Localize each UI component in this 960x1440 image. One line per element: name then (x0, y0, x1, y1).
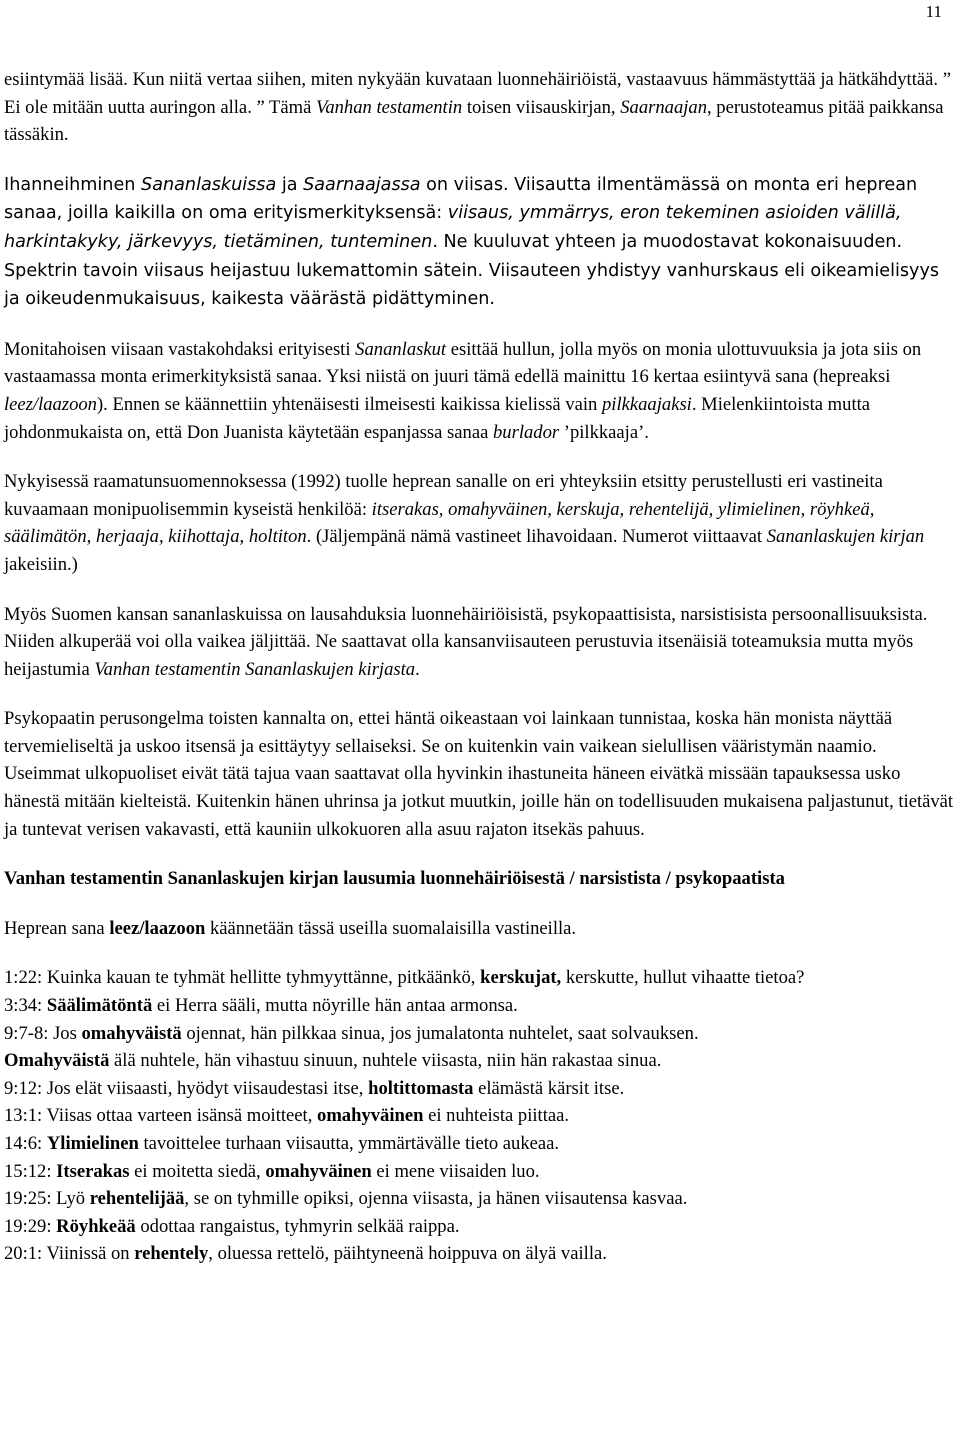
verse-line (4, 1102, 956, 1130)
text-run: 13:1: Viisas ottaa varteen isänsä moitteet, (4, 1105, 318, 1127)
verse-line (4, 1240, 956, 1268)
text-run: ei nuhteista piittaa. (423, 1105, 570, 1127)
paragraph-finnish-proverbs (4, 601, 956, 684)
text-run: , se on tyhmille opiksi, ojenna viisasta, ja hänen viisautensa kasvaa. (184, 1188, 688, 1210)
italic-text: Sananlaskuissa (141, 174, 277, 195)
text-run: . Ne kuuluvat yhteen ja muodostavat kokonaisuuden. Spektrin tavoin viisaus heijastuu lukemattomin sätein. Viisauteen yhdistyy vanhurskaus eli oikeamielisyys ja oikeudenmukaisuus, kaikesta väärästä pidättyminen. (4, 231, 940, 310)
bold-text: Säälimätöntä (46, 995, 153, 1017)
bold-text: leez/laazoon (109, 917, 206, 939)
bold-text: rehentely (134, 1243, 209, 1265)
section-heading: Vanhan testamentin Sananlaskujen kirjan lausumia luonnehäiriöisestä / narsistista / psykopaatista (4, 868, 785, 890)
paragraph-intro (4, 66, 956, 149)
text-run: . Mielenkiintoista mutta johdonmukaista on, että Don Juanista käytetään espanjassa sanaa (4, 393, 871, 443)
text-run: Heprean sana (4, 917, 110, 939)
bold-text: rehentelijää (89, 1188, 185, 1210)
text-run: kerskutte, hullut vihaatte tietoa? (561, 967, 805, 989)
italic-text: Sananlaskut (355, 338, 447, 360)
paragraph-fool (4, 336, 956, 446)
italic-text: burlador (492, 421, 560, 443)
verse-line (4, 964, 956, 992)
text-run: ojennat, hän pilkkaa sinua, jos jumalatonta nuhtelet, saat solvauksen. (181, 1022, 699, 1044)
text-run: jakeisiin.) (4, 553, 78, 575)
paragraph-translation (4, 468, 956, 578)
bold-text: omahyväinen (265, 1160, 372, 1182)
bold-text: Ylimielinen (46, 1133, 139, 1154)
italic-text: itserakas, omahyväinen, kerskuja, rehentelijä, ylimielinen, röyhkeä, säälimätön, herjaaja, kiihottaja, holtiton (4, 498, 875, 548)
text-run: 9:12: Jos elät viisaasti, hyödyt viisaudestasi itse, (4, 1077, 369, 1099)
verse-line (4, 1075, 956, 1103)
text-run: 20:1: Viinissä on (4, 1243, 135, 1265)
verse-line (4, 1185, 956, 1213)
paragraph-psychopath (4, 705, 956, 843)
bold-text: Röyhkeää (56, 1215, 136, 1237)
bold-text: holtittomasta (368, 1077, 474, 1099)
text-run: 9:7-8: Jos (4, 1022, 82, 1044)
verse-line (4, 1158, 956, 1186)
verse-line (4, 1130, 956, 1158)
text-run: Psykopaatin perusongelma toisten kannalta on, ettei häntä oikeastaan voi lainkaan tunnistaa, koska hän monista näyttää tervemieliseltä ja uskoo itsensä ja esittäytyy sellaiseksi. Se on kuitenkin vain vaikean sielullisen vääristymän naamio. Useimmat ulkopuoliset eivät tätä tajua vaan saattavat olla hyvinkin ihastuneita häneen eivätkä missään tapauksessa usko hänestä mitään kielteistä. Kuitenkin hänen uhrinsa ja jotkut muutkin, joille hän on todellisuuden mukaisena paljastunut, tietävät ja tuntevat verisen vakavasti, että kauniin ulkokuoren alla asuu rajaton itsekäs pahuus. (4, 708, 954, 840)
text-run: ja (276, 174, 304, 195)
text-run: ei mene viisaiden luo. (371, 1160, 540, 1182)
bold-text: Omahyväistä (4, 1050, 110, 1072)
text-run: 19:29: (4, 1215, 57, 1237)
verse-line (4, 992, 956, 1020)
italic-text: Vanhan testamentin Sananlaskujen kirjasta (94, 658, 416, 680)
italic-text: leez/laazoon (4, 393, 97, 415)
text-run: ei Herra sääli, mutta nöyrille hän antaa armonsa. (152, 995, 518, 1017)
verse-line (4, 1213, 956, 1241)
text-run: elämästä kärsit itse. (473, 1077, 625, 1099)
text-run: 14:6: (4, 1133, 47, 1154)
text-run: Nykyisessä raamatunsuomennoksessa (1992) tuolle heprean sanalle on eri yhteyksiin etsitty perustellusti eri vastineita kuvaamaan monipuolisemmin kyseistä henkilöä: (4, 471, 883, 520)
text-run: Ihanneihminen (4, 174, 142, 195)
text-run: esittää hullun, jolla myös on monia ulottuvuuksia ja jota siis on vastaamassa monta erimerkityksistä sanaa. Yksi niistä on juuri tämä edellä mainittu 16 kertaa esiintyvä sana (hepreaksi (4, 338, 922, 388)
text-run: toisen viisauskirjan, (462, 96, 621, 118)
paragraph-hebrew-word (4, 915, 956, 943)
text-run: , perustoteamus pitää paikkansa tässäkin. (4, 96, 944, 146)
text-run: , oluessa rettelö, päihtyneenä hoippuva on älyä vailla. (208, 1243, 607, 1265)
text-run: on viisas. (420, 174, 509, 195)
italic-text: Sananlaskujen kirjan (766, 526, 925, 548)
italic-text: viisaus, ymmärrys, eron tekeminen asioiden välillä, harkintakyky, järkevyys, tietäminen, tunteminen (4, 203, 902, 252)
text-run: 15:12: (4, 1160, 57, 1182)
italic-text: Saarnaajan (620, 96, 707, 118)
paragraph-wisdom (4, 171, 956, 314)
text-run: . (Jäljempänä nämä vastineet lihavoidaan. Numerot viittaavat (306, 526, 767, 548)
bold-text: omahyväinen (317, 1105, 424, 1127)
text-run: 3:34: (4, 995, 47, 1017)
text-run: 1:22: Kuinka kauan te tyhmät hellitte tyhmyyttänne, pitkäänkö, (4, 967, 481, 989)
verse-line (4, 1047, 956, 1075)
text-run: käännetään tässä useilla suomalaisilla vastineilla. (205, 917, 577, 939)
verse-line (4, 1020, 956, 1048)
bold-text: omahyväistä (81, 1022, 182, 1044)
text-run: Myös Suomen kansan sananlaskuissa on lausahduksia luonnehäiriöisistä, psykopaattisista, narsistisista persoonallisuuksista. Niiden alkuperää voi olla vaikea jäljittää. Ne saattavat olla kansanviisauteen perustuvia itsenäisiä toteamuksia mutta myös heijastumia (4, 603, 928, 680)
text-run: ei moitetta siedä, (129, 1160, 266, 1182)
text-run: Monitahoisen viisaan vastakohdaksi erityisesti (4, 338, 356, 360)
text-run: tavoittelee turhaan viisautta, ymmärtävälle tieto aukeaa. (138, 1133, 560, 1154)
text-run: 19:25: Lyö (4, 1188, 90, 1210)
text-run: . (415, 658, 420, 680)
italic-text: pilkkaajaksi (602, 393, 692, 415)
italic-text: Saarnaajassa (303, 174, 421, 195)
text-run: esiintymää lisää. Kun niitä vertaa siihen, miten nykyään kuvataan luonnehäiriöistä, vastaavuus hämmästyttää ja hätkähdyttää. ” Ei ole mitään uutta auringon alla. ” Tämä (4, 69, 951, 118)
page-number: 11 (925, 2, 942, 21)
bold-text: Itserakas (56, 1160, 130, 1182)
text-run: ). Ennen se käännettiin yhtenäisesti ilmeisesti kaikissa kielissä vain (96, 393, 602, 415)
bold-text: kerskujat, (480, 967, 562, 989)
text-run: älä nuhtele, hän vihastuu sinuun, nuhtele viisasta, niin hän rakastaa sinua. (109, 1050, 662, 1072)
italic-text: Vanhan testamentin (316, 96, 463, 118)
document-body (4, 66, 956, 1268)
text-run: Viisautta ilmentämässä on monta eri heprean sanaa, joilla kaikilla on oma erityismerkityksensä: (4, 174, 918, 224)
verse-list (4, 964, 956, 1268)
text-run: odottaa rangaistus, tyhmyrin selkää raippa. (135, 1215, 460, 1237)
text-run: ’pilkkaaja’. (559, 421, 649, 443)
